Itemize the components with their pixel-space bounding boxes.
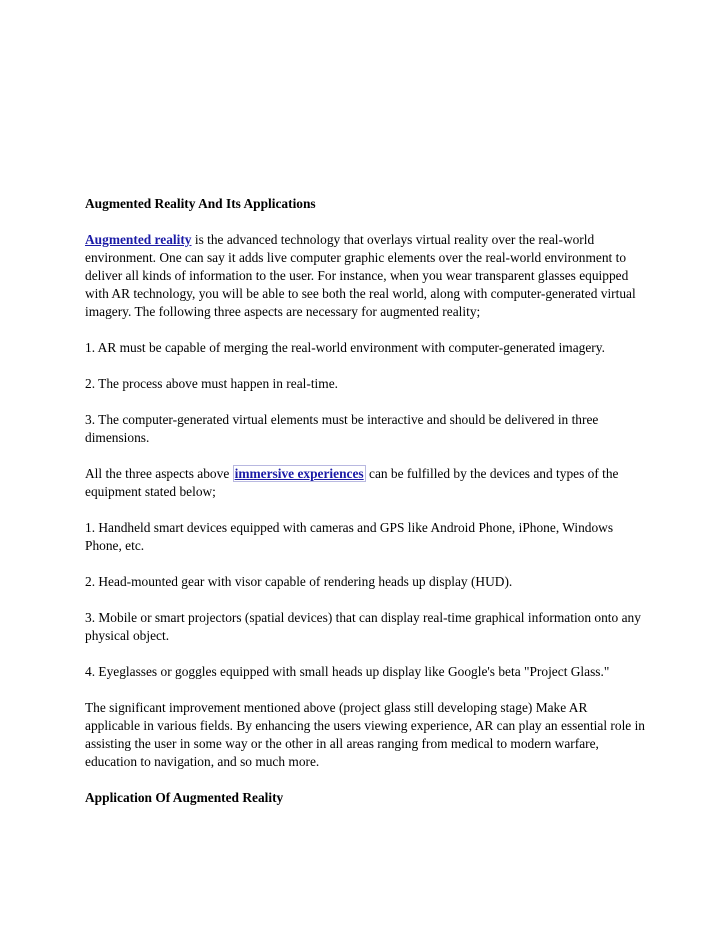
aspect-item-1: 1. AR must be capable of merging the real-world environment with computer-generated imagery. [85, 340, 605, 355]
bridge-text-after: can be fulfilled by the devices and types of the equipment stated below; [85, 466, 619, 499]
document-body [85, 195, 645, 825]
device-item-2: 2. Head-mounted gear with visor capable of rendering heads up display (HUD). [85, 574, 513, 589]
section-heading: Application Of Augmented Reality [85, 790, 284, 805]
immersive-experiences-link[interactable]: immersive experiences [234, 466, 364, 481]
intro-text: is the advanced technology that overlays virtual reality over the real-world environment. One can say it adds live computer graphic elements over the real-world environment to deliver all kinds of information to the user. For instance, when you wear transparent glasses equipped with AR technology, you will be able to see both the real world, along with computer-generated virtual imagery. The following three aspects are necessary for augmented reality; [85, 232, 636, 319]
device-item-4: 4. Eyeglasses or goggles equipped with small heads up display like Google's beta "Project Glass." [85, 664, 610, 679]
aspect-item-3: 3. The computer-generated virtual elements must be interactive and should be delivered in three dimensions. [85, 412, 599, 445]
summary-paragraph: The significant improvement mentioned above (project glass still developing stage) Make AR applicable in various fields. By enhancing the users viewing experience, AR can play an essential role in assisting the user in some way or the other in all areas ranging from medical to modern warfare, education to navigation, and so much more. [85, 700, 645, 769]
bridge-text-before: All the three aspects above [85, 466, 233, 481]
bridge-paragraph [85, 465, 645, 501]
augmented-reality-link[interactable]: Augmented reality [85, 232, 192, 247]
device-item-3: 3. Mobile or smart projectors (spatial devices) that can display real-time graphical information onto any physical object. [85, 610, 641, 643]
document-title: Augmented Reality And Its Applications [85, 196, 316, 211]
intro-paragraph [85, 231, 645, 321]
device-item-1: 1. Handheld smart devices equipped with cameras and GPS like Android Phone, iPhone, Windows Phone, etc. [85, 520, 614, 553]
aspect-item-2: 2. The process above must happen in real-time. [85, 376, 338, 391]
